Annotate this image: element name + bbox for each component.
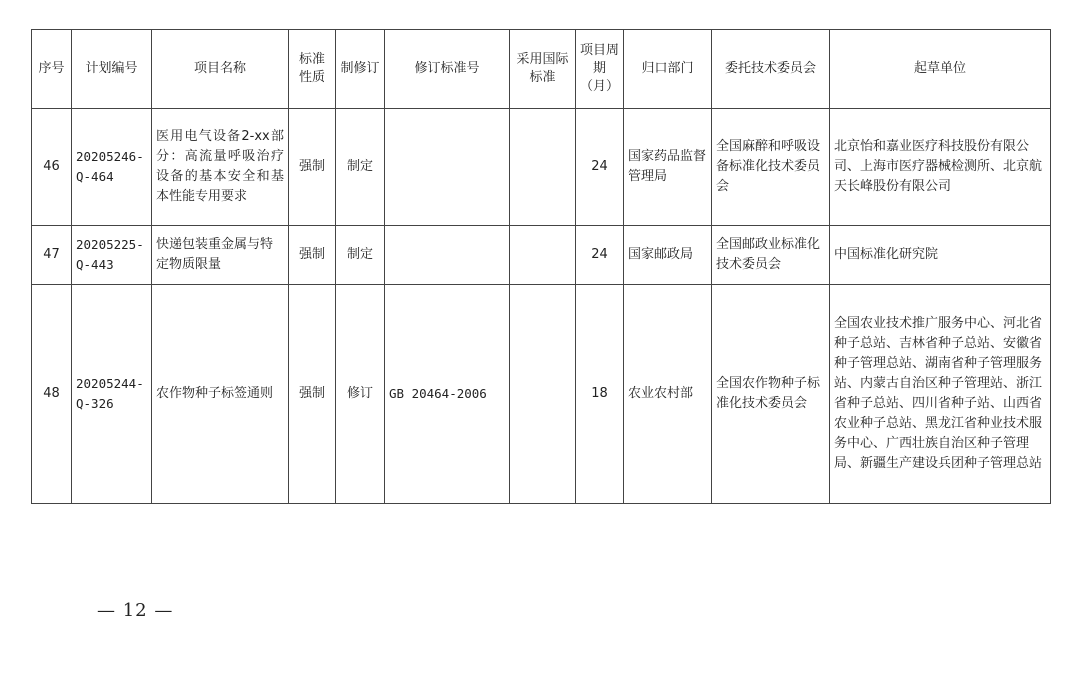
header-project-name: 项目名称 <box>152 30 289 109</box>
header-revise-std: 修订标准号 <box>385 30 510 109</box>
cell-drafters: 全国农业技术推广服务中心、河北省种子总站、吉林省种子总站、安徽省种子管理总站、湖南省种子管理服务站、内蒙古自治区种子管理站、浙江省种子总站、四川省种子站、山西省农业种子总站、黑龙江省种业技术服务中心、广西壮族自治区种子管理局、新疆生产建设兵团种子管理总站 <box>830 285 1051 504</box>
header-plan-no: 计划编号 <box>72 30 152 109</box>
cell-revise-std <box>385 109 510 226</box>
cell-nature: 强制 <box>289 226 336 285</box>
page-number: — 12 — <box>97 600 174 621</box>
cell-nature: 强制 <box>289 109 336 226</box>
header-drafters: 起草单位 <box>830 30 1051 109</box>
cell-cycle: 18 <box>576 285 624 504</box>
cell-cycle: 24 <box>576 226 624 285</box>
table-row <box>32 109 1051 226</box>
table-row <box>32 285 1051 504</box>
header-intl-std: 采用国际标准 <box>510 30 576 109</box>
cell-type: 制定 <box>336 109 385 226</box>
cell-type: 制定 <box>336 226 385 285</box>
cell-plan-no: 20205246-Q-464 <box>72 109 152 226</box>
cell-dept: 国家药品监督管理局 <box>624 109 712 226</box>
cell-revise-std <box>385 226 510 285</box>
cell-intl-std <box>510 109 576 226</box>
cell-drafters: 北京怡和嘉业医疗科技股份有限公司、上海市医疗器械检测所、北京航天长峰股份有限公司 <box>830 109 1051 226</box>
header-dept: 归口部门 <box>624 30 712 109</box>
cell-drafters: 中国标准化研究院 <box>830 226 1051 285</box>
cell-dept: 农业农村部 <box>624 285 712 504</box>
header-no: 序号 <box>32 30 72 109</box>
table-row <box>32 226 1051 285</box>
table-header-row <box>32 30 1051 109</box>
cell-cycle: 24 <box>576 109 624 226</box>
header-cycle: 项目周期（月） <box>576 30 624 109</box>
header-type: 制修订 <box>336 30 385 109</box>
cell-revise-std: GB 20464-2006 <box>385 285 510 504</box>
cell-intl-std <box>510 226 576 285</box>
cell-committee: 全国邮政业标准化技术委员会 <box>712 226 830 285</box>
cell-dept: 国家邮政局 <box>624 226 712 285</box>
cell-no: 46 <box>32 109 72 226</box>
cell-project-name: 快递包装重金属与特定物质限量 <box>152 226 289 285</box>
header-nature: 标准性质 <box>289 30 336 109</box>
cell-project-name: 医用电气设备2-xx部分：高流量呼吸治疗设备的基本安全和基本性能专用要求 <box>152 109 289 226</box>
cell-no: 47 <box>32 226 72 285</box>
cell-plan-no: 20205244-Q-326 <box>72 285 152 504</box>
cell-type: 修订 <box>336 285 385 504</box>
cell-committee: 全国农作物种子标准化技术委员会 <box>712 285 830 504</box>
header-committee: 委托技术委员会 <box>712 30 830 109</box>
cell-no: 48 <box>32 285 72 504</box>
cell-nature: 强制 <box>289 285 336 504</box>
cell-plan-no: 20205225-Q-443 <box>72 226 152 285</box>
cell-intl-std <box>510 285 576 504</box>
standards-table <box>31 29 1051 504</box>
cell-project-name: 农作物种子标签通则 <box>152 285 289 504</box>
cell-committee: 全国麻醉和呼吸设备标准化技术委员会 <box>712 109 830 226</box>
